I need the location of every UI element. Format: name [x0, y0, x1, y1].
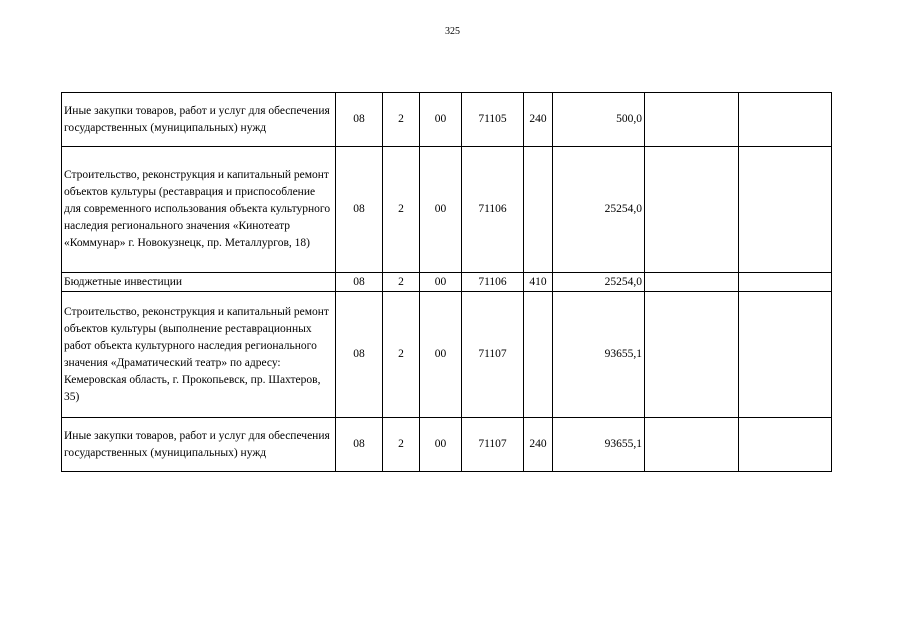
row-extra1: [645, 418, 739, 472]
row-section: 08: [336, 93, 383, 147]
row-section: 08: [336, 292, 383, 418]
row-program: 00: [420, 418, 462, 472]
row-extra2: [739, 292, 832, 418]
page-number: 325: [445, 26, 460, 37]
row-type: 410: [524, 273, 553, 292]
row-amount: 500,0: [553, 93, 645, 147]
row-extra2: [739, 273, 832, 292]
table-row: [62, 147, 832, 273]
row-amount: 25254,0: [553, 273, 645, 292]
row-type: [524, 147, 553, 273]
table-row: [62, 273, 832, 292]
row-subsection: 2: [383, 418, 420, 472]
row-program: 00: [420, 273, 462, 292]
row-amount: 93655,1: [553, 292, 645, 418]
row-extra1: [645, 93, 739, 147]
table-row: [62, 418, 832, 472]
row-name: Строительство, реконструкция и капитальный ремонт объектов культуры (выполнение реставрационных работ объекта культурного наследия регионального значения «Драматический театр» по адресу: Кемеровская область, г. Прокопьевск, пр. Шахтеров, 35): [62, 292, 336, 418]
row-name: Строительство, реконструкция и капитальный ремонт объектов культуры (реставрация и приспособление для современного использования объекта культурного наследия регионального значения «Кинотеатр «Коммунар» г. Новокузнецк, пр. Металлургов, 18): [62, 147, 336, 273]
row-extra1: [645, 292, 739, 418]
row-section: 08: [336, 147, 383, 273]
row-name: Иные закупки товаров, работ и услуг для обеспечения государственных (муниципальных) нужд: [62, 418, 336, 472]
row-extra1: [645, 147, 739, 273]
row-type: 240: [524, 93, 553, 147]
row-name: Бюджетные инвестиции: [62, 273, 336, 292]
row-subsection: 2: [383, 93, 420, 147]
row-extra2: [739, 93, 832, 147]
row-program: 00: [420, 292, 462, 418]
row-section: 08: [336, 418, 383, 472]
row-amount: 25254,0: [553, 147, 645, 273]
budget-table: [61, 92, 832, 472]
row-code: 71106: [462, 147, 524, 273]
row-extra2: [739, 418, 832, 472]
row-type: 240: [524, 418, 553, 472]
row-subsection: 2: [383, 273, 420, 292]
row-name: Иные закупки товаров, работ и услуг для обеспечения государственных (муниципальных) нужд: [62, 93, 336, 147]
row-type: [524, 292, 553, 418]
row-extra2: [739, 147, 832, 273]
row-code: 71107: [462, 418, 524, 472]
table-row: [62, 292, 832, 418]
row-extra1: [645, 273, 739, 292]
row-code: 71107: [462, 292, 524, 418]
row-amount: 93655,1: [553, 418, 645, 472]
row-program: 00: [420, 147, 462, 273]
row-subsection: 2: [383, 292, 420, 418]
row-code: 71106: [462, 273, 524, 292]
row-program: 00: [420, 93, 462, 147]
row-section: 08: [336, 273, 383, 292]
row-subsection: 2: [383, 147, 420, 273]
row-code: 71105: [462, 93, 524, 147]
table-row: [62, 93, 832, 147]
